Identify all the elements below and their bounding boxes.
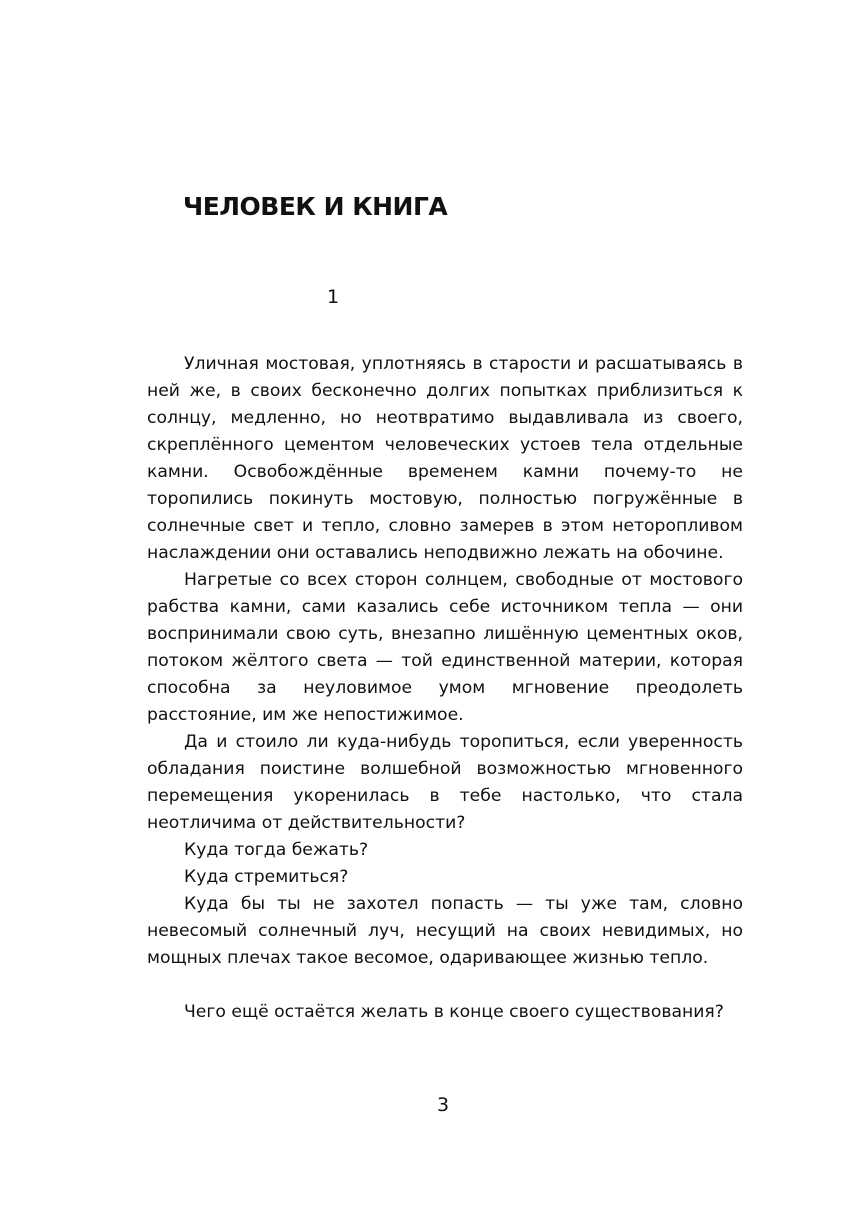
paragraph: Да и стоило ли куда-нибудь торопиться, если уверенность обладания поистине волшебной возможностью мгновенного перемещения укоренилась в тебе настолько, что стала неотличима от действительности? bbox=[147, 732, 743, 833]
paragraph: Куда бы ты не захотел попасть — ты уже там, словно невесомый солнечный луч, несущий на своих невидимых, но мощных плечах такое весомое, одаривающее жизнью тепло. bbox=[147, 894, 743, 968]
paragraph: Куда тогда бежать? bbox=[184, 840, 369, 860]
page-number: 3 bbox=[437, 1094, 450, 1116]
paragraph-gap bbox=[147, 972, 743, 999]
paragraph-closing: Чего ещё остаётся желать в конце своего существования? bbox=[184, 1002, 724, 1022]
paragraph: Нагретые со всех сторон солнцем, свободные от мостового рабства камни, сами казались себе источником тепла — они воспринимали свою суть, внезапно лишённую цементных оков, потоком жёлтого света — той единственной материи, которая способна за неуловимое умом мгновение преодолеть расстояние, им же непостижимое. bbox=[147, 570, 743, 725]
paragraph: Куда стремиться? bbox=[184, 867, 349, 887]
chapter-title: ЧЕЛОВЕК И КНИГА bbox=[183, 192, 448, 221]
paragraph: Уличная мостовая, уплотняясь в старости и расшатываясь в ней же, в своих бесконечно долгих попытках приблизиться к солнцу, медленно, но неотвратимо выдавливала из своего, скреплённого цементом человеческих устоев тела отдельные камни. Освобождённые временем камни почему-то не торопились покинуть мостовую, полностью погружённые в солнечные свет и тепло, словно замерев в этом неторопливом наслаждении они оставались неподвижно лежать на обочине. bbox=[147, 354, 743, 563]
section-number: 1 bbox=[327, 286, 340, 308]
body-text bbox=[147, 351, 743, 1026]
